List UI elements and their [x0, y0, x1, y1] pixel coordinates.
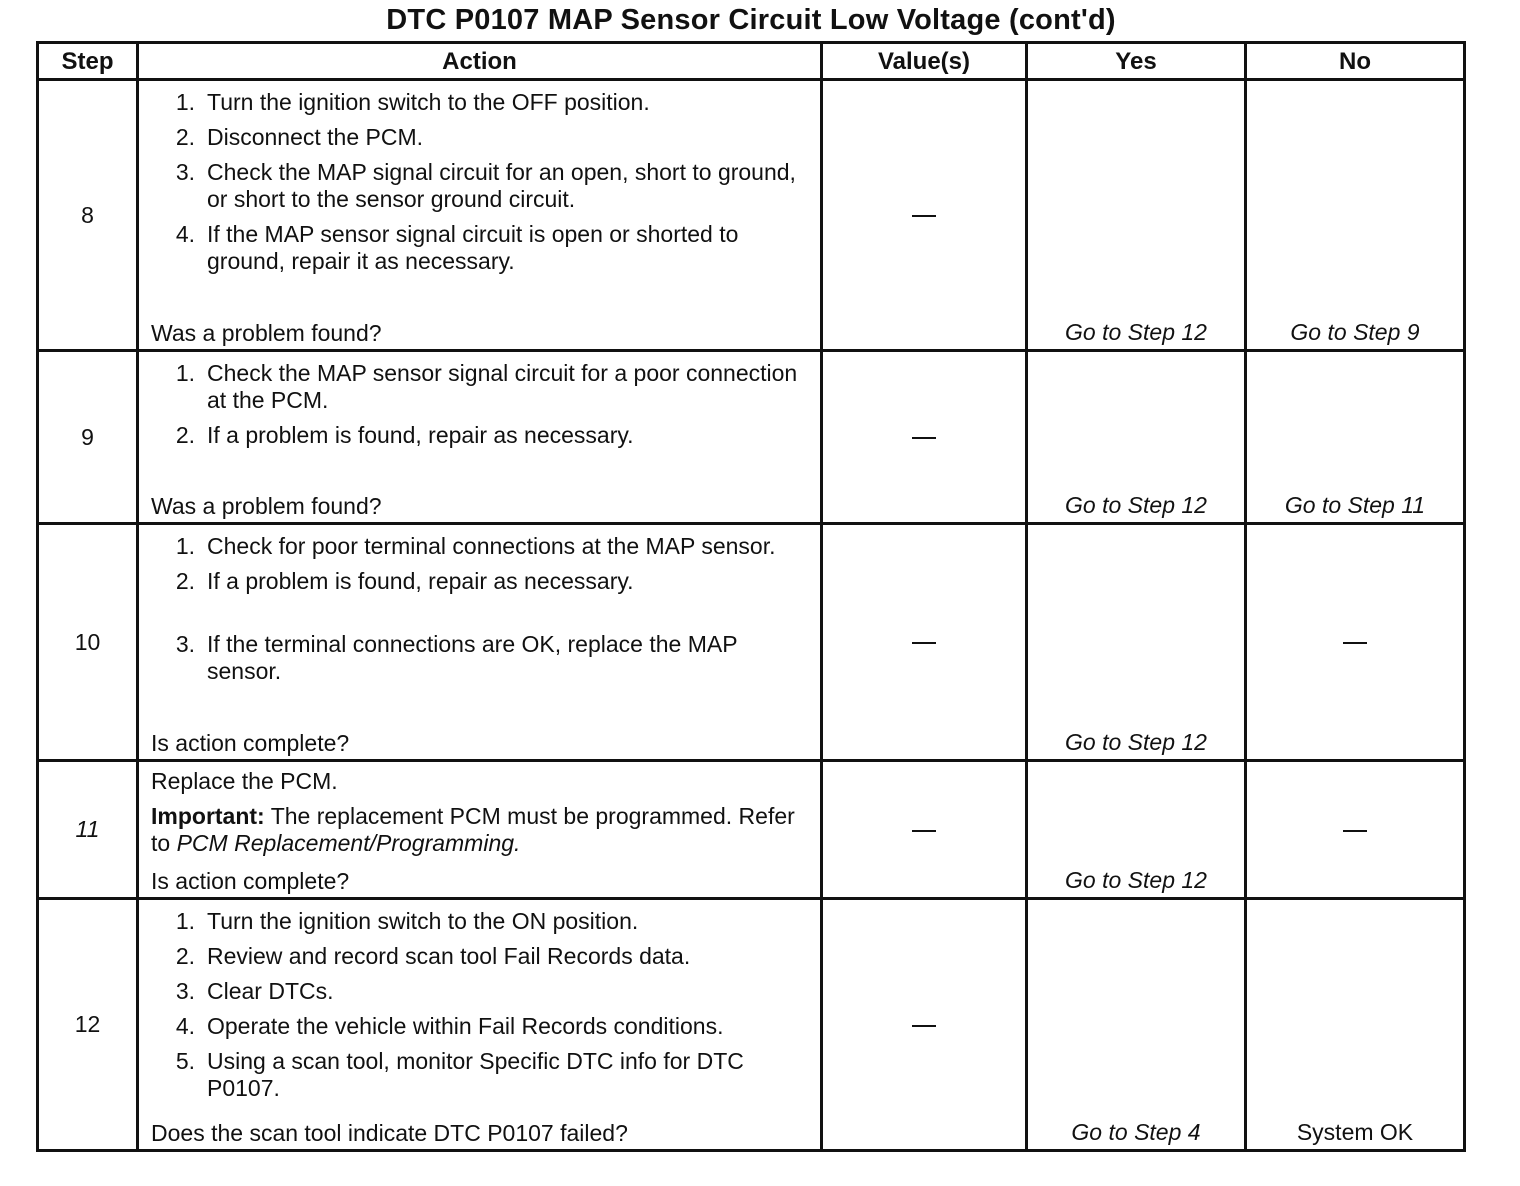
important-text: The replacement PCM must be programmed. Refer to	[151, 803, 795, 856]
item-number: 3.	[175, 978, 195, 1004]
value-cell	[822, 524, 1027, 761]
dash-mark	[912, 1025, 936, 1027]
step-number: 10	[38, 524, 138, 761]
header-no: No	[1246, 43, 1465, 80]
item-number: 3.	[175, 159, 195, 185]
list-item	[151, 533, 810, 560]
action-steps	[151, 89, 810, 283]
step-number: 11	[38, 761, 138, 899]
dash-mark	[1343, 642, 1367, 644]
reference-link-text: PCM Replacement/Programming	[176, 830, 515, 856]
list-item	[151, 631, 810, 685]
list-item	[151, 1048, 810, 1102]
item-number: 2.	[175, 422, 195, 448]
action-question: Is action complete?	[151, 730, 350, 756]
action-cell	[138, 351, 822, 524]
action-cell	[138, 524, 822, 761]
yes-cell: Go to Step 4	[1027, 899, 1246, 1151]
value-cell	[822, 761, 1027, 899]
action-steps	[151, 908, 810, 1110]
dash-mark	[1343, 830, 1367, 832]
list-item	[151, 943, 810, 970]
list-item	[151, 159, 810, 213]
dash-mark	[912, 642, 936, 644]
list-item	[151, 124, 810, 151]
item-number: 5.	[175, 1048, 195, 1074]
value-cell	[822, 899, 1027, 1151]
header-action: Action	[138, 43, 822, 80]
important-note	[151, 803, 810, 857]
header-yes: Yes	[1027, 43, 1246, 80]
step-number: 8	[38, 80, 138, 351]
item-text: Check the MAP signal circuit for an open, short to ground, or short to the sensor ground circuit.	[207, 159, 796, 212]
list-item	[151, 568, 810, 595]
action-question: Was a problem found?	[151, 493, 382, 519]
item-text: Check for poor terminal connections at the MAP sensor.	[207, 533, 776, 559]
table-header-row	[38, 43, 1465, 80]
value-cell	[822, 351, 1027, 524]
item-text: If a problem is found, repair as necessary.	[207, 422, 634, 448]
action-question: Is action complete?	[151, 868, 350, 894]
item-number: 3.	[175, 631, 195, 657]
dash-mark	[912, 215, 936, 217]
step-number: 9	[38, 351, 138, 524]
item-number: 4.	[175, 221, 195, 247]
item-number: 1.	[175, 360, 195, 386]
action-steps	[151, 360, 810, 457]
action-cell	[138, 761, 822, 899]
list-item	[151, 89, 810, 116]
item-number: 1.	[175, 89, 195, 115]
important-end: .	[514, 830, 521, 856]
no-cell	[1246, 761, 1465, 899]
list-item	[151, 360, 810, 414]
yes-cell: Go to Step 12	[1027, 761, 1246, 899]
list-item	[151, 422, 810, 449]
item-text: Review and record scan tool Fail Records data.	[207, 943, 691, 969]
item-text: Check the MAP sensor signal circuit for a poor connection at the PCM.	[207, 360, 798, 413]
diagnostic-table	[36, 41, 1466, 1152]
item-text: Clear DTCs.	[207, 978, 334, 1004]
action-cell	[138, 80, 822, 351]
step-number: 12	[38, 899, 138, 1151]
page-title: DTC P0107 MAP Sensor Circuit Low Voltage (cont'd)	[386, 4, 1116, 36]
no-cell: System OK	[1246, 899, 1465, 1151]
no-cell: Go to Step 11	[1246, 351, 1465, 524]
item-number: 4.	[175, 1013, 195, 1039]
no-cell	[1246, 524, 1465, 761]
item-number: 2.	[175, 124, 195, 150]
table-row-step-10	[38, 524, 1465, 761]
list-item	[151, 1013, 810, 1040]
item-text: Turn the ignition switch to the ON position.	[207, 908, 639, 934]
item-text: If the terminal connections are OK, replace the MAP sensor.	[207, 631, 738, 684]
action-steps	[151, 533, 810, 693]
table-row-step-8	[38, 80, 1465, 351]
list-item	[151, 221, 810, 275]
list-item	[151, 978, 810, 1005]
list-item	[151, 908, 810, 935]
dash-mark	[912, 437, 936, 439]
item-text: Operate the vehicle within Fail Records conditions.	[207, 1013, 724, 1039]
action-cell	[138, 899, 822, 1151]
table-row-step-12	[38, 899, 1465, 1151]
no-cell: Go to Step 9	[1246, 80, 1465, 351]
item-number: 1.	[175, 908, 195, 934]
item-text: Disconnect the PCM.	[207, 124, 424, 150]
header-values: Value(s)	[822, 43, 1027, 80]
item-number: 1.	[175, 533, 195, 559]
header-step: Step	[38, 43, 138, 80]
dash-mark	[912, 830, 936, 832]
yes-cell: Go to Step 12	[1027, 524, 1246, 761]
item-number: 2.	[175, 943, 195, 969]
important-label: Important:	[151, 803, 265, 829]
yes-cell: Go to Step 12	[1027, 351, 1246, 524]
item-text: If the MAP sensor signal circuit is open or shorted to ground, repair it as necessary.	[207, 221, 739, 274]
item-text: Using a scan tool, monitor Specific DTC info for DTC P0107.	[207, 1048, 744, 1101]
table-row-step-11	[38, 761, 1465, 899]
item-number: 2.	[175, 568, 195, 594]
action-text: Replace the PCM.	[151, 768, 338, 794]
value-cell	[822, 80, 1027, 351]
action-question: Does the scan tool indicate DTC P0107 failed?	[151, 1120, 628, 1146]
yes-cell: Go to Step 12	[1027, 80, 1246, 351]
table-row-step-9	[38, 351, 1465, 524]
item-text: Turn the ignition switch to the OFF position.	[207, 89, 650, 115]
item-text: If a problem is found, repair as necessary.	[207, 568, 634, 594]
action-question: Was a problem found?	[151, 320, 382, 346]
